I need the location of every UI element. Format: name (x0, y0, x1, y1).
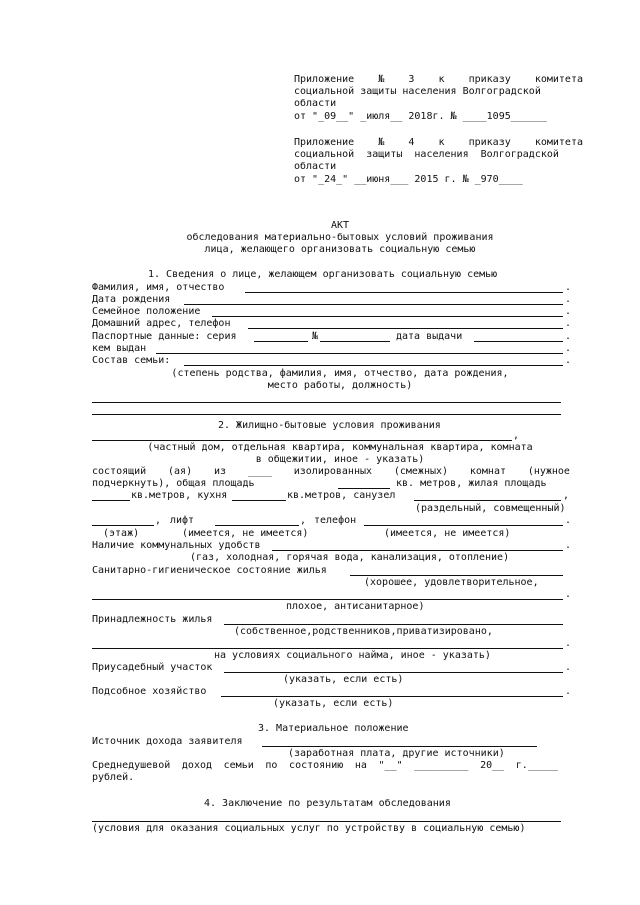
family-hint-2: место работы, должность) (267, 380, 413, 391)
lift-label: лифт (170, 515, 195, 526)
utilities-field[interactable] (272, 550, 563, 551)
phone-hint: (имеется, не имеется) (384, 528, 511, 539)
passport-no-label: № (312, 331, 319, 342)
date-year-field[interactable]: 20__ (480, 760, 505, 771)
issue-date-field[interactable] (474, 341, 563, 342)
document-page: Приложение № 3 к приказу комитета социальной защиты населения Волгоградской области от "_09__" _июля__ 2018г. № ____1095______ Приложение № 4 к приказу комитета социальной защиты населения Волгоградской области от "_24_" __июня___ 2015 г. № _970____ АКТ обследования материально-бытовых условий проживания лица, желающего организовать социальную семью 1. Сведения о лице, желающем организовать социальную семью Фамилия, имя, отчество . Дата рождения . Семейное положение . Домашний адрес, телефон . Паспортные данные: серия № дата выдачи . кем выдан . Состав семьи: . (степень родства, фамилия, имя, отчество, дата рождения, место работы, должность) 2. Жилищно-бытовые условия проживания , (частный дом, отдельная квартира, коммунальная квартира, комната в общежитии, иное - указать) состоящий (ая) из ____ изолированных (смежных) комнат (нужное подчеркнуть), общая площадь кв. метров, жилая площадь кв.метров, кухня кв.метров, санузел , (раздельный, совмещенный) , лифт , телефон . (этаж) (имеется, не имеется) (имеется, не имеется) Наличие коммунальных удобств . (газ, холодная, горячая вода, канализация, отопление) Санитарно-гигиеническое состояние жилья (хорошее, удовлетворительное, . плохое, антисанитарное) Принадлежность жилья (собственное,родственников,приватизировано, . на условиях социального найма, иное - указать) Приусадебный участок . (указать, если есть) Подсобное хозяйство . (указать, если есть) 3. Материальное положение Источник дохода заявителя (заработная плата, другие источники) Среднедушевой доход семьи по состоянию на "__" _________ 20__ г._____ рублей. 4. Заключение по результатам обследования (условия для оказания социальных услуг по устройству в социальную семью) (0, 0, 640, 905)
family-extra-line-2[interactable] (92, 414, 561, 415)
income-source-hint: (заработная плата, другие источники) (288, 748, 505, 759)
annex-4-line-1: Приложение № 4 к приказу комитета (294, 137, 583, 148)
act-subtitle-2: лица, желающего организовать социальную семью (204, 244, 476, 255)
rooms-line: состоящий (ая) из ____ изолированных (смежных) комнат (нужное (92, 466, 570, 477)
section-3-heading: 3. Материальное положение (258, 723, 409, 734)
kitchen-area-field[interactable] (232, 500, 286, 501)
section-1-heading: 1. Сведения о лице, желающем организовать социальную семью (148, 269, 498, 280)
annex-3-line-4: от "_09__" _июля__ 2018г. № ____1095______ (294, 111, 547, 122)
date-day-field[interactable]: "__" (378, 760, 403, 771)
fio-field[interactable] (245, 292, 563, 293)
address-label: Домашний адрес, телефон (92, 318, 231, 329)
section-2-heading: 2. Жилищно-бытовые условия проживания (218, 420, 441, 431)
kitchen-units-label: кв.метров, санузел (287, 490, 396, 501)
annex-4-line-4: от "_24_" __июня___ 2015 г. № _970____ (294, 174, 523, 185)
farm-label: Подсобное хозяйство (92, 686, 207, 697)
marital-field[interactable] (212, 316, 563, 317)
ownership-hint-2: на условиях социального найма, иное - указать) (214, 650, 491, 661)
amount-field[interactable]: г._____ (515, 760, 558, 771)
sanitary-extra-field[interactable] (92, 599, 563, 600)
annex-3-line-3: области (294, 98, 337, 109)
marital-label: Семейное положение (92, 306, 201, 317)
conclusion-field[interactable] (92, 821, 561, 822)
family-extra-line-1[interactable] (92, 402, 561, 403)
sanitary-hint-1: (хорошее, удовлетворительное, (364, 577, 539, 588)
rubles-label: рублей. (92, 772, 135, 783)
housing-type-hint-2: в общежитии, иное - указать) (255, 454, 425, 465)
issued-by-label: кем выдан (92, 343, 147, 354)
average-income-line: Среднедушевой доход семьи по состоянию на "__" _________ 20__ г._____ (92, 760, 558, 771)
annex-3-line-2: социальной защиты населения Волгоградской (294, 86, 541, 97)
date-month-field[interactable]: _________ (414, 760, 469, 771)
phone-field[interactable] (364, 525, 563, 526)
annex-3-line-1: Приложение № 3 к приказу комитета (294, 74, 583, 85)
ownership-extra-field[interactable] (92, 648, 563, 649)
utilities-label: Наличие коммунальных удобств (92, 540, 261, 551)
ownership-hint-1: (собственное,родственников,приватизировано, (234, 626, 493, 637)
lift-hint: (имеется, не имеется) (182, 528, 309, 539)
utilities-hint: (газ, холодная, горячая вода, канализация, отопление) (190, 552, 510, 563)
income-source-field[interactable] (262, 746, 537, 747)
conclusion-hint: (условия для оказания социальных услуг по устройству в социальную семью) (92, 823, 526, 834)
housing-type-hint-1: (частный дом, отдельная квартира, коммунальная квартира, комната (147, 442, 533, 453)
plot-label: Приусадебный участок (92, 662, 213, 673)
farm-field[interactable] (221, 696, 563, 697)
lift-field[interactable] (215, 525, 299, 526)
sanitary-field[interactable] (350, 575, 563, 576)
rooms-count-field[interactable]: ____ (247, 466, 272, 477)
sanitary-label: Санитарно-гигиеническое состояние жилья (92, 565, 327, 576)
family-label: Состав семьи: (92, 355, 171, 366)
plot-hint: (указать, если есть) (283, 674, 404, 685)
income-source-label: Источник дохода заявителя (92, 736, 243, 747)
issue-date-label: дата выдачи (396, 331, 463, 342)
passport-number-field[interactable] (320, 341, 390, 342)
living-units-label: кв.метров, кухня (131, 490, 228, 501)
housing-type-field[interactable] (92, 440, 512, 441)
family-field[interactable] (184, 365, 563, 366)
annex-4-line-3: области (294, 161, 337, 172)
family-hint-1: (степень родства, фамилия, имя, отчество, дата рождения, (171, 368, 509, 379)
ownership-field[interactable] (224, 624, 563, 625)
bathroom-hint: (раздельный, совмещенный) (415, 503, 566, 514)
total-area-field[interactable] (338, 488, 390, 489)
bathroom-field[interactable] (414, 500, 561, 501)
plot-field[interactable] (224, 672, 563, 673)
ownership-label: Принадлежность жилья (92, 614, 213, 625)
floor-field[interactable] (92, 525, 154, 526)
section-4-heading: 4. Заключение по результатам обследования (204, 798, 451, 809)
living-area-field[interactable] (92, 500, 130, 501)
act-subtitle-1: обследования материально-бытовых условий проживания (186, 232, 494, 243)
farm-hint: (указать, если есть) (273, 698, 394, 709)
fio-label: Фамилия, имя, отчество (92, 282, 225, 293)
address-field[interactable] (248, 328, 563, 329)
total-area-label: подчеркнуть), общая площадь (92, 478, 255, 489)
phone-label: телефон (314, 515, 357, 526)
dob-label: Дата рождения (92, 294, 171, 305)
annex-4-line-2: социальной защиты населения Волгоградской (294, 149, 559, 160)
issued-by-field[interactable] (156, 353, 563, 354)
sanitary-hint-2: плохое, антисанитарное) (286, 601, 425, 612)
floor-hint: (этаж) (103, 528, 140, 539)
passport-label: Паспортные данные: серия (92, 331, 237, 342)
act-title: АКТ (330, 220, 350, 231)
dob-field[interactable] (184, 304, 563, 305)
living-area-label: кв. метров, жилая площадь (396, 478, 547, 489)
passport-series-field[interactable] (254, 341, 308, 342)
